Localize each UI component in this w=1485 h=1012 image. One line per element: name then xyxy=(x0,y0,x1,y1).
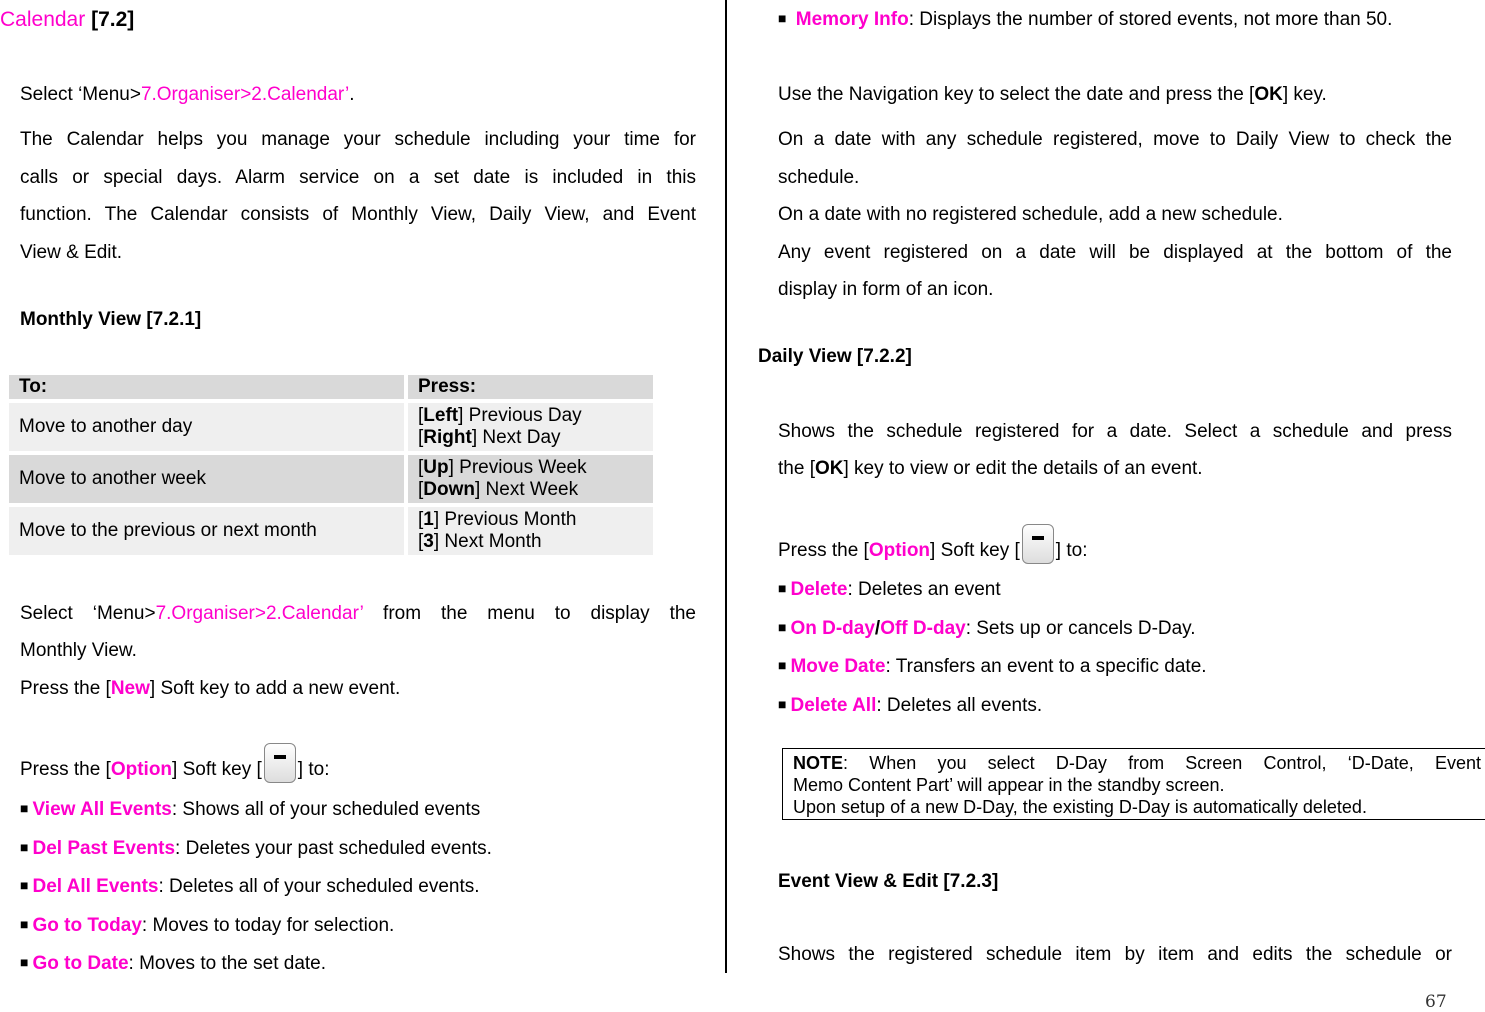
daily-option-softkey-line: Press the [Option] Soft key [ ] to: xyxy=(778,524,1087,564)
table-header-to: To: xyxy=(9,375,404,399)
left-option-list xyxy=(20,791,492,984)
section-title-name: Calendar xyxy=(0,8,86,31)
intro-line: Select ‘Menu>7.Organiser>2.Calendar’. xyxy=(20,84,355,105)
memory-info-item: ■ Memory Info: Displays the number of stored events, not more than 50. xyxy=(778,9,1392,31)
page-number: 67 xyxy=(1425,992,1447,1012)
list-item: ■ On D-day/Off D-day: Sets up or cancels D-Day. xyxy=(778,610,1207,649)
note-label: NOTE xyxy=(793,753,844,773)
option-softkey-line: Press the [Option] Soft key [ ] to: xyxy=(20,743,329,783)
monthly-view-notes: On a date with any schedule registered, move to Daily View to check the schedule. On a date with no registered schedule, add a new schedule. Any event registered on a date will be displayed at the bottom of the display in form of an icon. xyxy=(778,129,1452,300)
list-item: ■ Go to Date: Moves to the set date. xyxy=(20,945,492,984)
section-title xyxy=(0,8,134,32)
list-item: ■ Move Date: Transfers an event to a specific date. xyxy=(778,648,1207,687)
daily-view-desc-2: the [OK] key to view or edit the details of an event. xyxy=(778,458,1203,479)
monthly-keys-table xyxy=(5,371,657,559)
navigation-key-line: Use the Navigation key to select the date and press the [OK] key. xyxy=(778,84,1327,105)
table-row: Move to the previous or next month [1] Previous Month [3] Next Month xyxy=(9,507,653,555)
list-item: ■ Delete All: Deletes all events. xyxy=(778,687,1207,726)
table-row: Move to another week [Up] Previous Week [Down] Next Week xyxy=(9,455,653,503)
softkey-icon xyxy=(1022,524,1054,564)
table-row: Move to another day [Left] Previous Day [Right] Next Day xyxy=(9,403,653,451)
daily-option-list xyxy=(778,571,1207,725)
calendar-description: The Calendar helps you manage your schedule including your time for calls or special days. Alarm service on a set date is included in this function. The Calendar consists of Monthly View, Daily View, and Event View & Edit. xyxy=(20,129,696,263)
section-title-code: [7.2] xyxy=(91,8,135,31)
softkey-icon xyxy=(264,743,296,783)
select-menu-line: Select ‘Menu>7.Organiser>2.Calendar’ from the menu to display the xyxy=(20,603,696,624)
select-menu-line-cont: Monthly View. xyxy=(20,640,137,661)
column-divider xyxy=(725,0,727,973)
table-header-row xyxy=(9,375,653,399)
list-item: ■ Del All Events: Deletes all of your scheduled events. xyxy=(20,868,492,907)
list-item: ■ Go to Today: Moves to today for selection. xyxy=(20,907,492,946)
list-item: ■ View All Events: Shows all of your scheduled events xyxy=(20,791,492,830)
event-view-heading: Event View & Edit [7.2.3] xyxy=(778,871,999,892)
monthly-view-heading: Monthly View [7.2.1] xyxy=(20,309,202,330)
list-item: ■ Delete: Deletes an event xyxy=(778,571,1207,610)
event-view-desc: Shows the registered schedule item by item and edits the schedule or xyxy=(778,944,1452,965)
note-box: NOTE: When you select D-Day from Screen Control, ‘D-Date, Event Memo Content Part’ will appear in the standby screen. Upon setup of a new D-Day, the existing D-Day is automatically deleted. xyxy=(782,748,1485,820)
list-item: ■ Del Past Events: Deletes your past scheduled events. xyxy=(20,830,492,869)
daily-view-heading: Daily View [7.2.2] xyxy=(758,346,912,367)
new-softkey-line: Press the [New] Soft key to add a new event. xyxy=(20,678,401,699)
daily-view-desc-1: Shows the schedule registered for a date. Select a schedule and press xyxy=(778,421,1452,442)
table-header-press: Press: xyxy=(408,375,653,399)
